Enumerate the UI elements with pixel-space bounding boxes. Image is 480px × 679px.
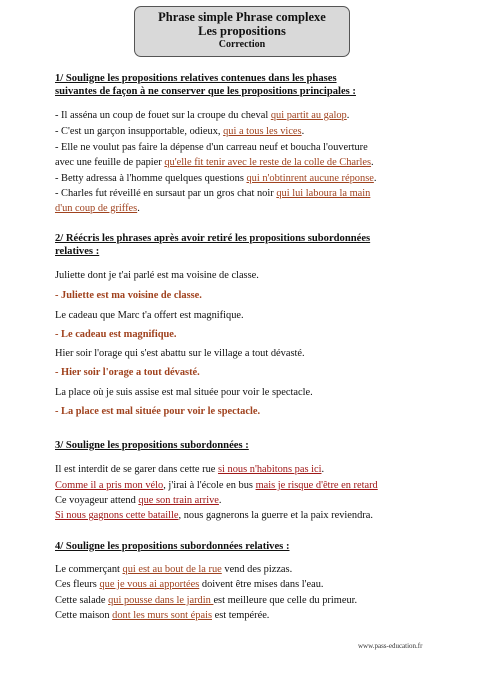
section1-line: - Betty adressa à l'homme quelques questions qui n'obtinrent aucune réponse. [55,173,377,184]
section3-line: Comme il a pris mon vélo, j'irai à l'école en bus mais je risque d'être en retard [55,480,378,491]
section4-line: Cette salade qui pousse dans le jardin est meilleure que celle du primeur. [55,595,358,606]
section2-source: Hier soir l'orage qui s'est abattu sur le village a tout dévasté. [55,348,305,359]
section2-answer: - Hier soir l'orage a tout dévasté. [55,367,200,378]
section1-line: - Il asséna un coup de fouet sur la croupe du cheval qui partit au galop. [55,110,350,121]
section2-answer: - Juliette est ma voisine de classe. [55,290,202,301]
section3-question: 3/ Souligne les propositions subordonnées : [55,440,249,451]
section4-question: 4/ Souligne les propositions subordonnées relatives : [55,541,290,552]
title-line2: Les propositions [198,24,286,38]
section4-line: Ces fleurs que je vous ai apportées doivent être mises dans l'eau. [55,579,324,590]
section3-line: Si nous gagnons cette bataille, nous gagnerons la guerre et la paix reviendra. [55,510,373,521]
section2-answer: - La place est mal située pour voir le spectacle. [55,406,261,417]
section1-line: - C'est un garçon insupportable, odieux, qui a tous les vices. [55,126,305,137]
footer-site: www.pass-education.fr [358,642,423,650]
section1-line: - Charles fut réveillé en sursaut par un gros chat noir qui lui laboura la main [55,188,371,199]
title-box [134,6,350,57]
section4-line: Le commerçant qui est au bout de la rue vend des pizzas. [55,564,293,575]
section2-source: Juliette dont je t'ai parlé est ma voisine de classe. [55,270,259,281]
section1-question: 1/ Souligne les propositions relatives contenues dans les phases suivantes de façon à ne conserver que les propositions principales : [55,73,356,97]
section4-line: Cette maison dont les murs sont épais est tempérée. [55,610,270,621]
section3-line: Il est interdit de se garer dans cette rue si nous n'habitons pas ici. [55,464,325,475]
section1-line: d'un coup de griffes. [55,203,140,214]
subtitle: Correction [218,39,266,50]
title-line1: Phrase simple Phrase complexe [158,10,326,24]
section2-source: Le cadeau que Marc t'a offert est magnifique. [55,310,244,321]
section1-line: avec une feuille de papier qu'elle fit tenir avec le reste de la colle de Charles. [55,157,374,168]
section2-source: La place où je suis assise est mal située pour voir le spectacle. [55,387,313,398]
section3-line: Ce voyageur attend que son train arrive. [55,495,222,506]
section2-question: 2/ Réécris les phrases après avoir retiré les propositions subordonnées relatives : [55,233,371,257]
section1-line: - Elle ne voulut pas faire la dépense d'un carreau neuf et boucha l'ouverture [55,142,368,153]
section2-answer: - Le cadeau est magnifique. [55,329,177,340]
